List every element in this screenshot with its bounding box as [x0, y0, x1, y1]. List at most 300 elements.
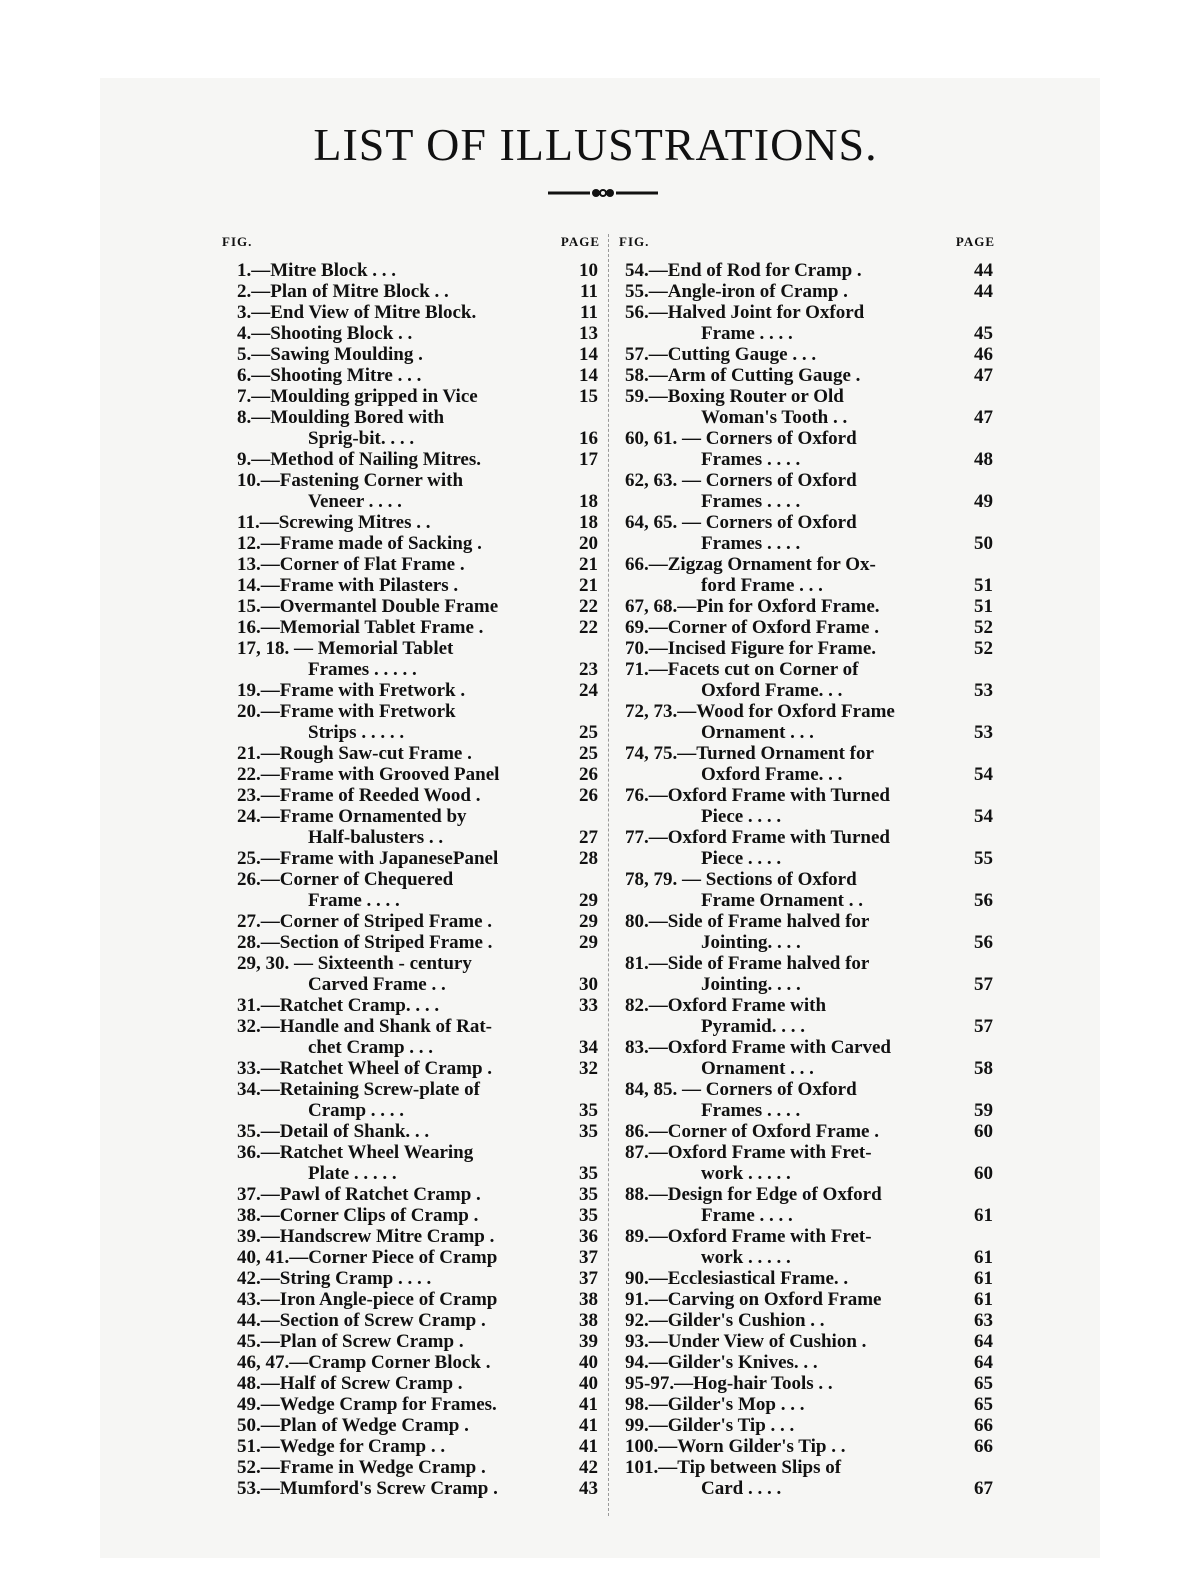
entry-caption: Card . . . .: [701, 1478, 782, 1499]
entry-line: [222, 1184, 600, 1205]
entry-line: [222, 806, 600, 827]
entry-caption: Frame Ornament . .: [701, 890, 863, 911]
entry-continuation-line: [222, 659, 600, 680]
entry-caption: 87.—Oxford Frame with Fret-: [625, 1142, 872, 1163]
illustration-entry: [619, 386, 995, 428]
entry-caption: 36.—Ratchet Wheel Wearing: [237, 1142, 474, 1163]
entry-line: [222, 1268, 600, 1289]
entry-line: [222, 1247, 600, 1268]
illustration-entry: [222, 638, 600, 680]
entry-page-number: 41: [579, 1415, 598, 1436]
entry-caption: Frame . . . .: [308, 890, 400, 911]
entry-line: [222, 680, 600, 701]
entry-line: [222, 911, 600, 932]
entry-page-number: 61: [974, 1247, 993, 1268]
entry-continuation-line: [619, 722, 995, 743]
illustration-entry: [619, 281, 995, 302]
illustration-entry: [222, 1268, 600, 1289]
entry-line: [222, 848, 600, 869]
illustration-entry: [222, 869, 600, 911]
entry-page-number: 44: [974, 281, 993, 302]
entry-caption: 35.—Detail of Shank. . .: [237, 1121, 430, 1142]
entry-page-number: 10: [579, 260, 598, 281]
entry-caption: 20.—Frame with Fretwork: [237, 701, 456, 722]
entry-page-number: 65: [974, 1373, 993, 1394]
entry-line: [619, 617, 995, 638]
entry-line: [222, 596, 600, 617]
entry-caption: work . . . . .: [701, 1247, 791, 1268]
entry-page-number: 33: [579, 995, 598, 1016]
entry-caption: work . . . . .: [701, 1163, 791, 1184]
entry-caption: 54.—End of Rod for Cramp .: [625, 260, 862, 281]
illustration-entry: [222, 470, 600, 512]
entry-page-number: 18: [579, 491, 598, 512]
entry-continuation-line: [619, 1058, 995, 1079]
entry-line: [222, 386, 600, 407]
entry-caption: 50.—Plan of Wedge Cramp .: [237, 1415, 469, 1436]
entry-line: [222, 995, 600, 1016]
entry-continuation-line: [619, 407, 995, 428]
entry-line: [222, 512, 600, 533]
entry-continuation-line: [619, 1205, 995, 1226]
entry-page-number: 39: [579, 1331, 598, 1352]
illustration-entry: [619, 260, 995, 281]
entry-caption: 32.—Handle and Shank of Rat-: [237, 1016, 492, 1037]
page-header: PAGE: [560, 234, 600, 249]
entry-line: [222, 1310, 600, 1331]
entry-line: [222, 932, 600, 953]
entry-page-number: 57: [974, 974, 993, 995]
entry-continuation-line: [619, 491, 995, 512]
entry-caption: Piece . . . .: [701, 848, 782, 869]
entry-page-number: 15: [579, 386, 598, 407]
entry-line: [619, 344, 995, 365]
entry-line: [619, 659, 995, 680]
entry-page-number: 20: [579, 533, 598, 554]
illustration-entry: [619, 638, 995, 659]
illustration-entry: [619, 827, 995, 869]
entry-caption: Frames . . . .: [701, 491, 801, 512]
entry-caption: 17, 18. — Memorial Tablet: [237, 638, 454, 659]
entry-caption: 52.—Frame in Wedge Cramp .: [237, 1457, 486, 1478]
entry-line: [222, 1331, 600, 1352]
entry-caption: Sprig-bit. . . .: [308, 428, 415, 449]
page-header: PAGE: [955, 234, 995, 249]
entry-line: [222, 953, 600, 974]
entry-caption: 60, 61. — Corners of Oxford: [625, 428, 857, 449]
entry-page-number: 59: [974, 1100, 993, 1121]
entry-caption: 93.—Under View of Cushion .: [625, 1331, 867, 1352]
entry-page-number: 67: [974, 1478, 993, 1499]
entry-caption: 67, 68.—Pin for Oxford Frame.: [625, 596, 880, 617]
entry-caption: 5.—Sawing Moulding .: [237, 344, 423, 365]
entry-page-number: 61: [974, 1268, 993, 1289]
entry-continuation-line: [619, 890, 995, 911]
entry-page-number: 38: [579, 1289, 598, 1310]
entry-line: [619, 1289, 995, 1310]
illustration-entry: [222, 1226, 600, 1247]
entry-page-number: 64: [974, 1331, 993, 1352]
entry-caption: Jointing. . . .: [701, 974, 801, 995]
entry-page-number: 25: [579, 722, 598, 743]
illustration-entry: [222, 1289, 600, 1310]
entry-line: [222, 1205, 600, 1226]
entry-caption: 1.—Mitre Block . . .: [237, 260, 397, 281]
entry-page-number: 35: [579, 1121, 598, 1142]
entry-caption: 90.—Ecclesiastical Frame. .: [625, 1268, 849, 1289]
illustration-entry: [222, 1457, 600, 1478]
entry-continuation-line: [619, 848, 995, 869]
entry-caption: 16.—Memorial Tablet Frame .: [237, 617, 484, 638]
entry-page-number: 46: [974, 344, 993, 365]
entry-caption: 49.—Wedge Cramp for Frames.: [237, 1394, 497, 1415]
entry-line: [619, 1394, 995, 1415]
illustration-entry: [619, 470, 995, 512]
entry-continuation-line: [619, 806, 995, 827]
entry-page-number: 51: [974, 575, 993, 596]
entry-caption: 19.—Frame with Fretwork .: [237, 680, 466, 701]
entry-page-number: 41: [579, 1436, 598, 1457]
entry-page-number: 57: [974, 1016, 993, 1037]
illustration-entry: [222, 512, 600, 533]
entry-page-number: 18: [579, 512, 598, 533]
illustration-entry: [619, 1226, 995, 1268]
entry-caption: 23.—Frame of Reeded Wood .: [237, 785, 481, 806]
entry-line: [222, 533, 600, 554]
entry-continuation-line: [619, 575, 995, 596]
entry-page-number: 60: [974, 1121, 993, 1142]
entry-page-number: 21: [579, 575, 598, 596]
page-title: LIST OF ILLUSTRATIONS.: [313, 119, 878, 170]
entry-page-number: 53: [974, 722, 993, 743]
entry-line: [619, 1079, 995, 1100]
entry-caption: 10.—Fastening Corner with: [237, 470, 464, 491]
entry-continuation-line: [222, 1163, 600, 1184]
entry-page-number: 54: [974, 806, 993, 827]
entry-page-number: 55: [974, 848, 993, 869]
illustration-entry: [222, 1394, 600, 1415]
illustration-entry: [222, 575, 600, 596]
fig-header: FIG.: [619, 234, 650, 249]
entry-page-number: 58: [974, 1058, 993, 1079]
entry-caption: Frames . . . .: [701, 533, 801, 554]
entry-line: [619, 1457, 995, 1478]
entry-caption: Veneer . . . .: [308, 491, 402, 512]
entry-line: [222, 1289, 600, 1310]
illustration-entry: [619, 596, 995, 617]
entry-page-number: 30: [579, 974, 598, 995]
entry-line: [222, 1436, 600, 1457]
entry-page-number: 45: [974, 323, 993, 344]
entry-page-number: 35: [579, 1184, 598, 1205]
entry-caption: 28.—Section of Striped Frame .: [237, 932, 493, 953]
illustration-entry: [619, 1121, 995, 1142]
entry-caption: 62, 63. — Corners of Oxford: [625, 470, 857, 491]
entry-line: [619, 743, 995, 764]
entry-page-number: 32: [579, 1058, 598, 1079]
illustration-entry: [222, 1436, 600, 1457]
entry-line: [619, 1184, 995, 1205]
entry-page-number: 65: [974, 1394, 993, 1415]
entry-page-number: 29: [579, 890, 598, 911]
entry-caption: 8.—Moulding Bored with: [237, 407, 445, 428]
entry-page-number: 16: [579, 428, 598, 449]
entry-page-number: 56: [974, 890, 993, 911]
entry-line: [619, 701, 995, 722]
entry-caption: 12.—Frame made of Sacking .: [237, 533, 482, 554]
entry-page-number: 24: [579, 680, 598, 701]
column-divider: [608, 234, 609, 1516]
entry-list: [619, 260, 995, 1499]
entry-line: [222, 701, 600, 722]
entry-caption: 82.—Oxford Frame with: [625, 995, 827, 1016]
entry-page-number: 47: [974, 365, 993, 386]
illustration-entry: [222, 932, 600, 953]
entry-caption: 99.—Gilder's Tip . . .: [625, 1415, 795, 1436]
illustration-entry: [222, 806, 600, 848]
illustration-entry: [222, 281, 600, 302]
entry-caption: 58.—Arm of Cutting Gauge .: [625, 365, 861, 386]
entry-caption: 70.—Incised Figure for Frame.: [625, 638, 877, 659]
illustration-entry: [222, 764, 600, 785]
entry-caption: 94.—Gilder's Knives. . .: [625, 1352, 818, 1373]
entry-caption: 22.—Frame with Grooved Panel: [237, 764, 500, 785]
fig-header: FIG.: [222, 234, 253, 249]
illustration-entry: [222, 1184, 600, 1205]
entry-continuation-line: [619, 680, 995, 701]
entry-caption: Half-balusters . .: [308, 827, 444, 848]
entry-line: [619, 281, 995, 302]
illustration-entry: [222, 1310, 600, 1331]
right-column: [619, 232, 995, 1499]
entry-page-number: 17: [579, 449, 598, 470]
entry-line: [222, 617, 600, 638]
entry-caption: Pyramid. . . .: [701, 1016, 805, 1037]
illustration-entry: [222, 1331, 600, 1352]
illustration-entry: [619, 1184, 995, 1226]
illustration-entry: [619, 911, 995, 953]
illustration-entry: [619, 1394, 995, 1415]
entry-line: [222, 1373, 600, 1394]
entry-page-number: 28: [579, 848, 598, 869]
entry-caption: 6.—Shooting Mitre . . .: [237, 365, 422, 386]
entry-caption: 21.—Rough Saw-cut Frame .: [237, 743, 472, 764]
entry-continuation-line: [619, 1100, 995, 1121]
entry-line: [619, 470, 995, 491]
entry-caption: ford Frame . . .: [701, 575, 823, 596]
entry-line: [619, 1037, 995, 1058]
entry-page-number: 34: [579, 1037, 598, 1058]
entry-caption: 43.—Iron Angle-piece of Cramp: [237, 1289, 498, 1310]
entry-line: [619, 1268, 995, 1289]
illustration-entry: [222, 680, 600, 701]
entry-caption: 78, 79. — Sections of Oxford: [625, 869, 857, 890]
entry-continuation-line: [222, 827, 600, 848]
illustration-entry: [222, 953, 600, 995]
entry-caption: 34.—Retaining Screw-plate of: [237, 1079, 480, 1100]
illustration-entry: [619, 1373, 995, 1394]
entry-line: [619, 869, 995, 890]
entry-page-number: 37: [579, 1268, 598, 1289]
entry-continuation-line: [619, 1163, 995, 1184]
entry-continuation-line: [619, 1016, 995, 1037]
entry-caption: Cramp . . . .: [308, 1100, 405, 1121]
entry-page-number: 22: [579, 617, 598, 638]
entry-page-number: 56: [974, 932, 993, 953]
entry-line: [222, 1478, 600, 1499]
entry-page-number: 66: [974, 1415, 993, 1436]
entry-continuation-line: [619, 974, 995, 995]
entry-line: [222, 764, 600, 785]
illustration-entry: [619, 1142, 995, 1184]
entry-continuation-line: [222, 491, 600, 512]
illustration-entry: [619, 554, 995, 596]
entry-caption: Oxford Frame. . .: [701, 764, 843, 785]
illustration-entry: [222, 302, 600, 323]
entry-line: [619, 302, 995, 323]
entry-continuation-line: [222, 428, 600, 449]
illustration-entry: [222, 554, 600, 575]
illustration-entry: [619, 1310, 995, 1331]
entry-page-number: 35: [579, 1100, 598, 1121]
illustration-entry: [619, 1268, 995, 1289]
entry-caption: 80.—Side of Frame halved for: [625, 911, 870, 932]
entry-caption: 83.—Oxford Frame with Carved: [625, 1037, 891, 1058]
entry-line: [619, 995, 995, 1016]
entry-page-number: 29: [579, 932, 598, 953]
entry-caption: Piece . . . .: [701, 806, 782, 827]
entry-caption: Frame . . . .: [701, 1205, 793, 1226]
entry-line: [619, 638, 995, 659]
entry-line: [222, 323, 600, 344]
entry-continuation-line: [222, 890, 600, 911]
entry-line: [222, 1415, 600, 1436]
entry-page-number: 11: [580, 281, 598, 302]
entry-caption: 9.—Method of Nailing Mitres.: [237, 449, 481, 470]
entry-line: [619, 1331, 995, 1352]
entry-caption: Jointing. . . .: [701, 932, 801, 953]
entry-caption: 92.—Gilder's Cushion . .: [625, 1310, 825, 1331]
entry-caption: 89.—Oxford Frame with Fret-: [625, 1226, 872, 1247]
entry-line: [222, 1058, 600, 1079]
entry-page-number: 42: [579, 1457, 598, 1478]
entry-page-number: 36: [579, 1226, 598, 1247]
illustration-entry: [222, 407, 600, 449]
entry-page-number: 26: [579, 764, 598, 785]
entry-line: [619, 827, 995, 848]
entry-continuation-line: [222, 1100, 600, 1121]
entry-line: [222, 785, 600, 806]
entry-page-number: 27: [579, 827, 598, 848]
entry-page-number: 26: [579, 785, 598, 806]
entry-page-number: 43: [579, 1478, 598, 1499]
entry-caption: 2.—Plan of Mitre Block . .: [237, 281, 449, 302]
illustration-entry: [222, 386, 600, 407]
entry-line: [619, 1310, 995, 1331]
entry-caption: 59.—Boxing Router or Old: [625, 386, 844, 407]
entry-caption: 71.—Facets cut on Corner of: [625, 659, 859, 680]
illustration-entry: [619, 1331, 995, 1352]
entry-list: [222, 260, 600, 1499]
entry-continuation-line: [222, 722, 600, 743]
entry-line: [619, 428, 995, 449]
illustration-entry: [222, 533, 600, 554]
illustration-entry: [619, 1436, 995, 1457]
entry-caption: chet Cramp . . .: [308, 1037, 434, 1058]
entry-line: [222, 1394, 600, 1415]
entry-page-number: 41: [579, 1394, 598, 1415]
illustration-entry: [222, 596, 600, 617]
illustration-entry: [619, 302, 995, 344]
entry-page-number: 64: [974, 1352, 993, 1373]
entry-caption: Frames . . . .: [701, 449, 801, 470]
entry-caption: 72, 73.—Wood for Oxford Frame: [625, 701, 895, 722]
entry-caption: Ornament . . .: [701, 1058, 814, 1079]
illustration-entry: [619, 995, 995, 1037]
entry-page-number: 66: [974, 1436, 993, 1457]
illustration-entry: [222, 1058, 600, 1079]
entry-line: [222, 365, 600, 386]
entry-line: [222, 1226, 600, 1247]
entry-line: [222, 281, 600, 302]
illustration-entry: [619, 743, 995, 785]
entry-line: [619, 1352, 995, 1373]
illustration-entry: [222, 743, 600, 764]
entry-caption: 37.—Pawl of Ratchet Cramp .: [237, 1184, 481, 1205]
entry-line: [619, 1436, 995, 1457]
illustration-entry: [222, 995, 600, 1016]
entry-page-number: 22: [579, 596, 598, 617]
entry-page-number: 38: [579, 1310, 598, 1331]
entry-caption: Oxford Frame. . .: [701, 680, 843, 701]
entry-caption: 31.—Ratchet Cramp. . . .: [237, 995, 440, 1016]
illustration-entry: [619, 659, 995, 701]
entry-line: [222, 1457, 600, 1478]
entry-line: [222, 344, 600, 365]
illustration-entry: [222, 1247, 600, 1268]
illustration-entry: [222, 848, 600, 869]
entry-caption: Woman's Tooth . .: [701, 407, 848, 428]
entry-page-number: 48: [974, 449, 993, 470]
illustration-entry: [222, 617, 600, 638]
entry-page-number: 11: [580, 302, 598, 323]
entry-caption: 40, 41.—Corner Piece of Cramp: [237, 1247, 498, 1268]
entry-page-number: 61: [974, 1205, 993, 1226]
entry-continuation-line: [619, 1478, 995, 1499]
entry-line: [619, 1121, 995, 1142]
illustration-entry: [222, 344, 600, 365]
entry-continuation-line: [222, 974, 600, 995]
entry-page-number: 51: [974, 596, 993, 617]
entry-line: [619, 260, 995, 281]
entry-page-number: 54: [974, 764, 993, 785]
entry-line: [222, 575, 600, 596]
illustration-entry: [222, 1415, 600, 1436]
entry-page-number: 44: [974, 260, 993, 281]
illustration-entry: [222, 1352, 600, 1373]
entry-page-number: 13: [579, 323, 598, 344]
entry-continuation-line: [619, 323, 995, 344]
entry-line: [222, 260, 600, 281]
entry-caption: 24.—Frame Ornamented by: [237, 806, 467, 827]
entry-page-number: 63: [974, 1310, 993, 1331]
illustration-entry: [222, 911, 600, 932]
illustration-entry: [619, 512, 995, 554]
entry-line: [619, 554, 995, 575]
illustration-entry: [222, 1142, 600, 1184]
entry-page-number: 37: [579, 1247, 598, 1268]
entry-caption: 91.—Carving on Oxford Frame: [625, 1289, 882, 1310]
